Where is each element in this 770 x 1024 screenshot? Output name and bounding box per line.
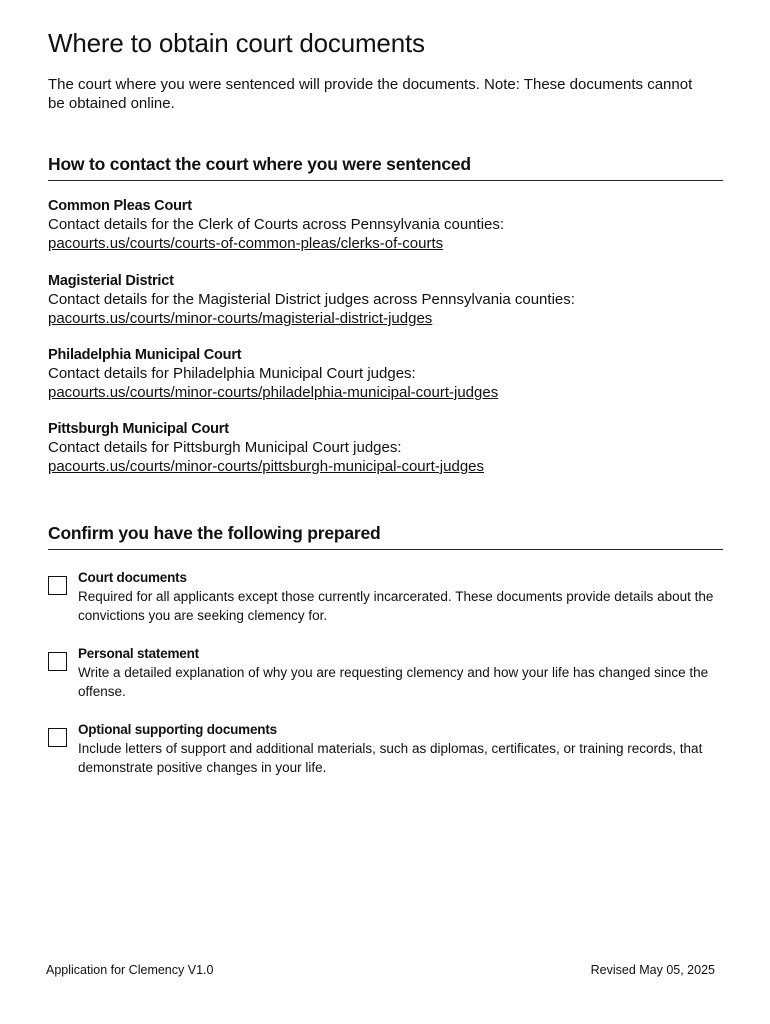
court-description: Contact details for the Magisterial District judges across Pennsylvania counties:	[48, 291, 575, 308]
court-link-pittsburgh-municipal[interactable]: pacourts.us/courts/minor-courts/pittsburgh-municipal-court-judges	[48, 458, 485, 475]
checklist-item-title: Court documents	[78, 570, 187, 585]
footer-revision-date: Revised May 05, 2025	[590, 963, 715, 977]
court-name: Magisterial District	[48, 273, 174, 289]
court-link-magisterial-district[interactable]: pacourts.us/courts/minor-courts/magisterial-district-judges	[48, 310, 433, 327]
court-name: Common Pleas Court	[48, 198, 192, 214]
court-link-common-pleas[interactable]: pacourts.us/courts/courts-of-common-pleas/clerks-of-courts	[48, 235, 444, 252]
court-link-philadelphia-municipal[interactable]: pacourts.us/courts/minor-courts/philadelphia-municipal-court-judges	[48, 384, 499, 401]
confirm-section-heading: Confirm you have the following prepared	[48, 523, 723, 550]
court-documents-checkbox[interactable]	[48, 576, 67, 595]
court-description: Contact details for Philadelphia Municipal Court judges:	[48, 365, 416, 382]
court-pittsburgh-municipal	[48, 420, 728, 476]
court-description: Contact details for Pittsburgh Municipal Court judges:	[48, 439, 402, 456]
optional-supporting-documents-checkbox[interactable]	[48, 728, 67, 747]
footer-form-version: Application for Clemency V1.0	[46, 963, 214, 977]
court-name: Pittsburgh Municipal Court	[48, 421, 229, 437]
page-title: Where to obtain court documents	[48, 28, 425, 58]
court-magisterial-district	[48, 272, 728, 328]
court-common-pleas	[48, 197, 728, 253]
checklist-item-title: Personal statement	[78, 646, 199, 661]
checklist-item-description: Write a detailed explanation of why you are requesting clemency and how your life has changed since the offense.	[78, 665, 709, 699]
checklist-item-description: Include letters of support and additional materials, such as diplomas, certificates, or training records, that demonstrate positive changes in your life.	[78, 741, 703, 775]
contact-section-heading: How to contact the court where you were sentenced	[48, 154, 723, 181]
court-description: Contact details for the Clerk of Courts across Pennsylvania counties:	[48, 216, 505, 233]
court-name: Philadelphia Municipal Court	[48, 347, 242, 363]
court-philadelphia-municipal	[48, 346, 728, 402]
personal-statement-checkbox[interactable]	[48, 652, 67, 671]
checklist-item-description: Required for all applicants except those currently incarcerated. These documents provide details about the convictions you are seeking clemency for.	[78, 589, 714, 623]
intro-text: The court where you were sentenced will provide the documents. Note: These documents cannot be obtained online.	[48, 76, 693, 112]
checklist-item-title: Optional supporting documents	[78, 722, 277, 737]
